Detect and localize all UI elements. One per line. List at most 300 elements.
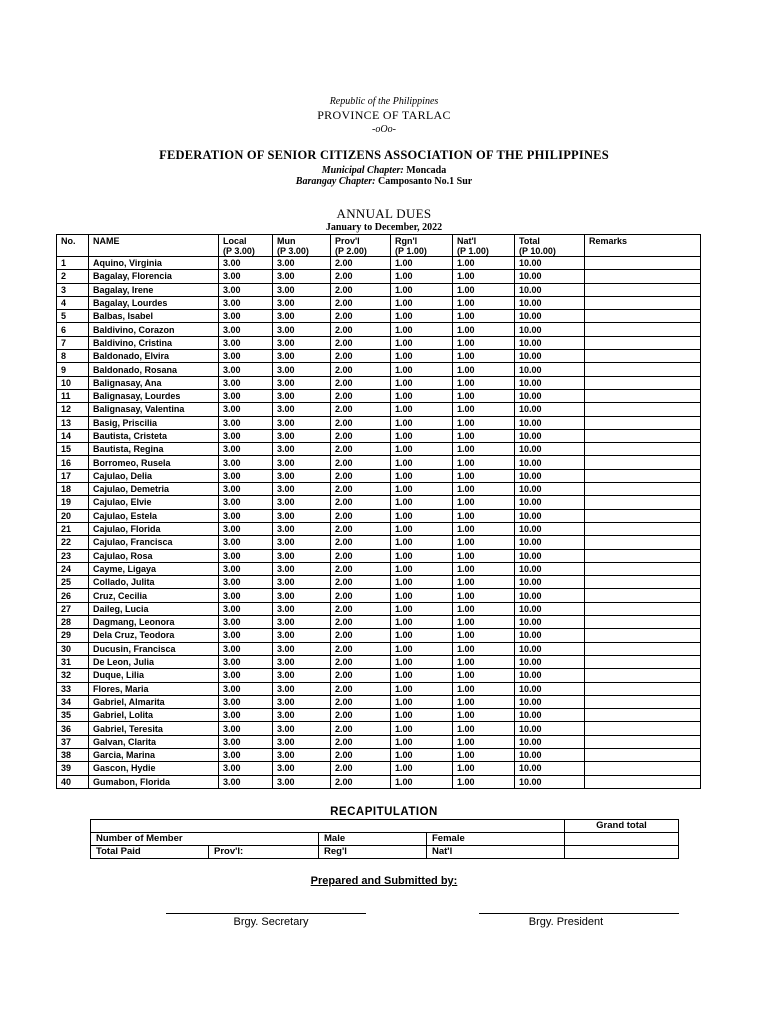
col-header-no: No. [57,235,89,257]
local-due-cell: 3.00 [219,562,273,575]
col-header-provl: Prov'l (P 2.00) [331,235,391,257]
provl-due-cell: 2.00 [331,416,391,429]
local-due-cell: 3.00 [219,483,273,496]
member-name-cell: Baldonado, Elvira [89,350,219,363]
table-row [57,602,701,615]
provl-due-cell: 2.00 [331,483,391,496]
mun-due-cell: 3.00 [273,429,331,442]
remarks-cell [585,602,701,615]
total-due-cell: 10.00 [515,735,585,748]
provl-due-cell: 2.00 [331,323,391,336]
member-name-cell: Borromeo, Rusela [89,456,219,469]
member-name-cell: Aquino, Virginia [89,257,219,270]
total-due-cell: 10.00 [515,310,585,323]
local-due-cell: 3.00 [219,682,273,695]
local-due-cell: 3.00 [219,296,273,309]
table-row [57,562,701,575]
total-due-cell: 10.00 [515,695,585,708]
table-row [57,323,701,336]
table-row [57,336,701,349]
mun-due-cell: 3.00 [273,336,331,349]
provl-due-cell: 2.00 [331,376,391,389]
mun-due-cell: 3.00 [273,483,331,496]
total-due-cell: 10.00 [515,682,585,695]
row-number-cell: 32 [57,669,89,682]
natl-due-cell: 1.00 [453,589,515,602]
natl-due-cell: 1.00 [453,416,515,429]
table-row [57,389,701,402]
municipal-chapter-label: Municipal Chapter: [321,165,404,176]
row-number-cell: 3 [57,283,89,296]
remarks-cell [585,762,701,775]
table-row [57,762,701,775]
rgnl-due-cell: 1.00 [391,429,453,442]
table-row [57,616,701,629]
rgnl-due-cell: 1.00 [391,283,453,296]
table-row [57,283,701,296]
total-due-cell: 10.00 [515,389,585,402]
row-number-cell: 37 [57,735,89,748]
member-name-cell: Baldivino, Cristina [89,336,219,349]
local-due-cell: 3.00 [219,709,273,722]
provl-due-cell: 2.00 [331,669,391,682]
rgnl-due-cell: 1.00 [391,695,453,708]
member-name-cell: Cruz, Cecilia [89,589,219,602]
number-of-member-label: Number of Member [91,833,319,846]
total-due-cell: 10.00 [515,536,585,549]
provl-due-cell: 2.00 [331,682,391,695]
total-due-cell: 10.00 [515,509,585,522]
total-due-cell: 10.00 [515,270,585,283]
natl-due-cell: 1.00 [453,616,515,629]
member-name-cell: Balignasay, Ana [89,376,219,389]
remarks-cell [585,310,701,323]
natl-due-cell: 1.00 [453,762,515,775]
mun-due-cell: 3.00 [273,257,331,270]
member-name-cell: Flores, Maria [89,682,219,695]
natl-due-cell: 1.00 [453,775,515,788]
natl-due-cell: 1.00 [453,509,515,522]
natl-due-cell: 1.00 [453,310,515,323]
provl-due-cell: 2.00 [331,629,391,642]
provl-due-cell: 2.00 [331,602,391,615]
local-due-cell: 3.00 [219,748,273,761]
member-name-cell: Bautista, Cristeta [89,429,219,442]
rgnl-due-cell: 1.00 [391,310,453,323]
local-due-cell: 3.00 [219,389,273,402]
rgnl-due-cell: 1.00 [391,469,453,482]
barangay-chapter-label: Barangay Chapter: [295,176,376,187]
remarks-cell [585,576,701,589]
remarks-cell [585,283,701,296]
local-due-cell: 3.00 [219,616,273,629]
provl-due-cell: 2.00 [331,509,391,522]
local-due-cell: 3.00 [219,602,273,615]
row-number-cell: 24 [57,562,89,575]
row-number-cell: 40 [57,775,89,788]
member-name-cell: Cajulao, Florida [89,522,219,535]
row-number-cell: 8 [57,350,89,363]
row-number-cell: 27 [57,602,89,615]
member-name-cell: Bagalay, Florencia [89,270,219,283]
row-number-cell: 14 [57,429,89,442]
provl-due-cell: 2.00 [331,270,391,283]
natl-due-cell: 1.00 [453,642,515,655]
natl-due-cell: 1.00 [453,722,515,735]
natl-due-cell: 1.00 [453,443,515,456]
member-name-cell: Gumabon, Florida [89,775,219,788]
col-header-name: NAME [89,235,219,257]
mun-due-cell: 3.00 [273,376,331,389]
member-name-cell: Gabriel, Teresita [89,722,219,735]
mun-due-cell: 3.00 [273,350,331,363]
mun-due-cell: 3.00 [273,296,331,309]
remarks-cell [585,562,701,575]
natl-due-cell: 1.00 [453,376,515,389]
table-row [57,669,701,682]
table-row [57,682,701,695]
rgnl-due-cell: 1.00 [391,655,453,668]
natl-label: Nat'l [427,846,565,859]
member-name-cell: De Leon, Julia [89,655,219,668]
row-number-cell: 25 [57,576,89,589]
provl-due-cell: 2.00 [331,589,391,602]
table-row [57,310,701,323]
total-due-cell: 10.00 [515,403,585,416]
total-due-cell: 10.00 [515,562,585,575]
mun-due-cell: 3.00 [273,509,331,522]
rgnl-due-cell: 1.00 [391,616,453,629]
natl-due-cell: 1.00 [453,257,515,270]
annual-dues-table [56,234,701,789]
mun-due-cell: 3.00 [273,682,331,695]
local-due-cell: 3.00 [219,376,273,389]
rgnl-due-cell: 1.00 [391,775,453,788]
mun-due-cell: 3.00 [273,443,331,456]
rgnl-due-cell: 1.00 [391,536,453,549]
local-due-cell: 3.00 [219,642,273,655]
member-name-cell: Daileg, Lucia [89,602,219,615]
rgnl-due-cell: 1.00 [391,748,453,761]
total-due-cell: 10.00 [515,589,585,602]
col-header-rgnl: Rgn'l (P 1.00) [391,235,453,257]
row-number-cell: 11 [57,389,89,402]
provl-due-cell: 2.00 [331,363,391,376]
natl-due-cell: 1.00 [453,709,515,722]
recap-row-header [91,820,679,833]
member-name-cell: Bautista, Regina [89,443,219,456]
local-due-cell: 3.00 [219,363,273,376]
total-due-cell: 10.00 [515,709,585,722]
provl-due-cell: 2.00 [331,616,391,629]
table-row [57,655,701,668]
remarks-cell [585,629,701,642]
provl-due-cell: 2.00 [331,762,391,775]
total-due-cell: 10.00 [515,416,585,429]
provl-due-cell: 2.00 [331,496,391,509]
provl-due-cell: 2.00 [331,695,391,708]
remarks-cell [585,509,701,522]
remarks-cell [585,323,701,336]
natl-due-cell: 1.00 [453,389,515,402]
member-name-cell: Gabriel, Almarita [89,695,219,708]
total-due-cell: 10.00 [515,257,585,270]
row-number-cell: 1 [57,257,89,270]
dues-table-header [57,235,701,257]
member-name-cell: Cajulao, Demetria [89,483,219,496]
provl-due-cell: 2.00 [331,310,391,323]
rgnl-due-cell: 1.00 [391,562,453,575]
period-line: January to December, 2022 [325,222,443,233]
municipal-chapter-line [0,165,768,176]
local-due-cell: 3.00 [219,775,273,788]
republic-line: Republic of the Philippines [329,96,439,107]
provl-due-cell: 2.00 [331,655,391,668]
natl-due-cell: 1.00 [453,483,515,496]
remarks-cell [585,363,701,376]
table-row [57,536,701,549]
table-row [57,509,701,522]
natl-due-cell: 1.00 [453,403,515,416]
row-number-cell: 35 [57,709,89,722]
rgnl-due-cell: 1.00 [391,350,453,363]
row-number-cell: 36 [57,722,89,735]
remarks-cell [585,257,701,270]
row-number-cell: 16 [57,456,89,469]
natl-due-cell: 1.00 [453,549,515,562]
rgnl-due-cell: 1.00 [391,602,453,615]
rgnl-due-cell: 1.00 [391,629,453,642]
provl-due-cell: 2.00 [331,748,391,761]
natl-due-cell: 1.00 [453,748,515,761]
provl-label: Prov'l: [209,846,319,859]
rgnl-due-cell: 1.00 [391,762,453,775]
rgnl-due-cell: 1.00 [391,642,453,655]
remarks-cell [585,456,701,469]
local-due-cell: 3.00 [219,496,273,509]
total-due-cell: 10.00 [515,323,585,336]
mun-due-cell: 3.00 [273,762,331,775]
rgnl-due-cell: 1.00 [391,336,453,349]
mun-due-cell: 3.00 [273,709,331,722]
remarks-cell [585,589,701,602]
mun-due-cell: 3.00 [273,283,331,296]
mun-due-cell: 3.00 [273,416,331,429]
local-due-cell: 3.00 [219,655,273,668]
member-name-cell: Cajulao, Estela [89,509,219,522]
local-due-cell: 3.00 [219,695,273,708]
row-number-cell: 29 [57,629,89,642]
row-number-cell: 22 [57,536,89,549]
prepared-by-label: Prepared and Submitted by: [310,875,458,887]
member-name-cell: Balignasay, Lourdes [89,389,219,402]
table-row [57,748,701,761]
total-due-cell: 10.00 [515,748,585,761]
member-name-cell: Bagalay, Irene [89,283,219,296]
federation-title: FEDERATION OF SENIOR CITIZENS ASSOCIATION OF THE PHILIPPINES [159,148,609,162]
provl-due-cell: 2.00 [331,735,391,748]
table-row [57,722,701,735]
row-number-cell: 34 [57,695,89,708]
member-name-cell: Duque, Lilia [89,669,219,682]
provl-due-cell: 2.00 [331,389,391,402]
member-name-cell: Gascon, Hydie [89,762,219,775]
remarks-cell [585,429,701,442]
local-due-cell: 3.00 [219,403,273,416]
total-due-cell: 10.00 [515,669,585,682]
mun-due-cell: 3.00 [273,536,331,549]
mun-due-cell: 3.00 [273,655,331,668]
remarks-cell [585,350,701,363]
row-number-cell: 17 [57,469,89,482]
col-header-total: Total (P 10.00) [515,235,585,257]
rgnl-due-cell: 1.00 [391,549,453,562]
provl-due-cell: 2.00 [331,709,391,722]
total-due-cell: 10.00 [515,336,585,349]
table-row [57,629,701,642]
provl-due-cell: 2.00 [331,469,391,482]
member-name-cell: Cajulao, Elvie [89,496,219,509]
rgnl-due-cell: 1.00 [391,722,453,735]
natl-due-cell: 1.00 [453,602,515,615]
table-row [57,735,701,748]
rgnl-due-cell: 1.00 [391,270,453,283]
mun-due-cell: 3.00 [273,310,331,323]
remarks-cell [585,669,701,682]
rgnl-due-cell: 1.00 [391,363,453,376]
row-number-cell: 23 [57,549,89,562]
member-name-cell: Ducusin, Francisca [89,642,219,655]
total-due-cell: 10.00 [515,376,585,389]
province-title: PROVINCE OF TARLAC [317,108,451,122]
provl-due-cell: 2.00 [331,350,391,363]
dues-table-body [57,257,701,789]
member-name-cell: Gabriel, Lolita [89,709,219,722]
natl-due-cell: 1.00 [453,469,515,482]
mun-due-cell: 3.00 [273,363,331,376]
rgnl-due-cell: 1.00 [391,496,453,509]
rgnl-due-cell: 1.00 [391,376,453,389]
mun-due-cell: 3.00 [273,775,331,788]
natl-due-cell: 1.00 [453,429,515,442]
row-number-cell: 13 [57,416,89,429]
local-due-cell: 3.00 [219,257,273,270]
natl-due-cell: 1.00 [453,350,515,363]
remarks-cell [585,270,701,283]
member-name-cell: Galvan, Clarita [89,735,219,748]
member-name-cell: Balignasay, Valentina [89,403,219,416]
grand-total-label: Grand total [565,820,679,833]
local-due-cell: 3.00 [219,270,273,283]
local-due-cell: 3.00 [219,536,273,549]
rgnl-due-cell: 1.00 [391,522,453,535]
row-number-cell: 19 [57,496,89,509]
recap-header-blank [91,820,565,833]
recap-row-total-paid [91,846,679,859]
barangay-chapter-value: Camposanto No.1 Sur [378,176,473,187]
provl-due-cell: 2.00 [331,403,391,416]
total-due-cell: 10.00 [515,283,585,296]
row-number-cell: 20 [57,509,89,522]
table-row [57,469,701,482]
natl-due-cell: 1.00 [453,296,515,309]
natl-due-cell: 1.00 [453,283,515,296]
table-row [57,363,701,376]
local-due-cell: 3.00 [219,456,273,469]
president-label: Brgy. President [528,916,604,928]
row-number-cell: 7 [57,336,89,349]
row-number-cell: 2 [57,270,89,283]
remarks-cell [585,709,701,722]
col-header-remarks: Remarks [585,235,701,257]
president-signature-line [479,913,679,914]
rgnl-due-cell: 1.00 [391,735,453,748]
total-due-cell: 10.00 [515,456,585,469]
remarks-cell [585,443,701,456]
remarks-cell [585,403,701,416]
total-due-cell: 10.00 [515,363,585,376]
mun-due-cell: 3.00 [273,323,331,336]
natl-due-cell: 1.00 [453,456,515,469]
member-name-cell: Basig, Priscilia [89,416,219,429]
mun-due-cell: 3.00 [273,629,331,642]
natl-due-cell: 1.00 [453,363,515,376]
local-due-cell: 3.00 [219,629,273,642]
provl-due-cell: 2.00 [331,283,391,296]
mun-due-cell: 3.00 [273,722,331,735]
member-name-cell: Baldonado, Rosana [89,363,219,376]
table-row [57,496,701,509]
regl-label: Reg'l [319,846,427,859]
natl-due-cell: 1.00 [453,695,515,708]
row-number-cell: 38 [57,748,89,761]
mun-due-cell: 3.00 [273,669,331,682]
natl-due-cell: 1.00 [453,522,515,535]
male-label: Male [319,833,427,846]
mun-due-cell: 3.00 [273,522,331,535]
remarks-cell [585,376,701,389]
female-label: Female [427,833,565,846]
natl-due-cell: 1.00 [453,496,515,509]
local-due-cell: 3.00 [219,429,273,442]
row-number-cell: 26 [57,589,89,602]
document-title: ANNUAL DUES [336,206,432,221]
total-due-cell: 10.00 [515,616,585,629]
mun-due-cell: 3.00 [273,735,331,748]
total-due-cell: 10.00 [515,602,585,615]
col-header-local: Local (P 3.00) [219,235,273,257]
table-row [57,376,701,389]
remarks-cell [585,389,701,402]
rgnl-due-cell: 1.00 [391,296,453,309]
local-due-cell: 3.00 [219,416,273,429]
row-number-cell: 31 [57,655,89,668]
remarks-cell [585,549,701,562]
mun-due-cell: 3.00 [273,496,331,509]
rgnl-due-cell: 1.00 [391,443,453,456]
mun-due-cell: 3.00 [273,695,331,708]
table-row [57,589,701,602]
natl-due-cell: 1.00 [453,655,515,668]
row-number-cell: 39 [57,762,89,775]
member-name-cell: Cajulao, Francisca [89,536,219,549]
total-due-cell: 10.00 [515,496,585,509]
rgnl-due-cell: 1.00 [391,389,453,402]
member-name-cell: Balbas, Isabel [89,310,219,323]
mun-due-cell: 3.00 [273,576,331,589]
local-due-cell: 3.00 [219,509,273,522]
natl-due-cell: 1.00 [453,536,515,549]
